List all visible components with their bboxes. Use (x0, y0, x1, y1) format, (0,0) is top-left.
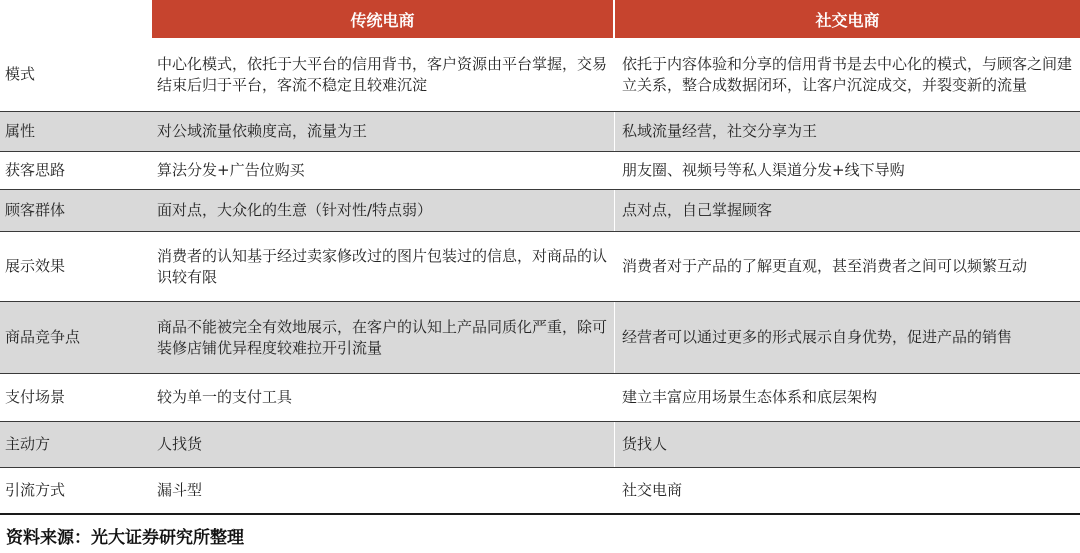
table-header (0, 0, 1080, 38)
traditional-cell: 商品不能被完全有效地展示，在客户的认知上产品同质化严重，除可装修店铺优异程度较难拉开引流量 (157, 317, 608, 357)
row-label: 商品竞争点 (5, 328, 81, 346)
table-row (0, 152, 1080, 190)
column-divider (614, 190, 615, 231)
row-label: 引流方式 (5, 481, 66, 499)
column-divider (614, 302, 615, 373)
row-label: 展示效果 (5, 257, 66, 275)
table-row (0, 190, 1080, 232)
source-note: 资料来源：光大证券研究所整理 (6, 528, 244, 548)
row-label: 顾客群体 (5, 201, 66, 219)
social-cell: 建立丰富应用场景生态体系和底层架构 (622, 388, 878, 406)
social-cell: 朋友圈、视频号等私人渠道分发+线下导购 (622, 161, 905, 179)
traditional-cell: 漏斗型 (157, 481, 203, 499)
column-divider (614, 112, 615, 151)
traditional-cell: 中心化模式，依托于大平台的信用背书，客户资源由平台掌握，交易结束后归于平台，客流不稳定且较难沉淀 (157, 54, 608, 94)
header-blank-cell (0, 0, 150, 38)
traditional-cell: 对公域流量依赖度高，流量为王 (157, 122, 368, 140)
traditional-cell: 消费者的认知基于经过卖家修改过的图片包装过的信息，对商品的认识较有限 (157, 246, 608, 286)
row-label: 主动方 (5, 435, 51, 453)
social-cell: 货找人 (622, 435, 668, 453)
table-row (0, 112, 1080, 152)
social-cell: 点对点，自己掌握顾客 (622, 201, 773, 219)
traditional-cell: 人找货 (157, 435, 203, 453)
table-row (0, 38, 1080, 112)
social-cell: 消费者对于产品的了解更直观，甚至消费者之间可以频繁互动 (622, 257, 1028, 275)
traditional-cell: 较为单一的支付工具 (157, 388, 293, 406)
social-cell: 依托于内容体验和分享的信用背书是去中心化的模式，与顾客之间建立关系，整合成数据闭环，让客户沉淀成交，并裂变新的流量 (622, 54, 1073, 94)
table-row (0, 422, 1080, 468)
social-cell: 私域流量经营，社交分享为王 (622, 122, 818, 140)
social-cell: 社交电商 (622, 481, 683, 499)
row-label: 支付场景 (5, 388, 66, 406)
table-row (0, 232, 1080, 302)
header-social-ecommerce: 社交电商 (615, 0, 1080, 38)
column-divider (614, 422, 615, 467)
traditional-cell: 面对点，大众化的生意（针对性/特点弱） (157, 201, 433, 219)
row-label: 属性 (5, 122, 36, 140)
row-label: 模式 (5, 65, 36, 83)
row-label: 获客思路 (5, 161, 66, 179)
header-traditional-ecommerce: 传统电商 (152, 0, 613, 38)
table-row (0, 374, 1080, 422)
table-row (0, 302, 1080, 374)
traditional-cell: 算法分发+广告位购买 (157, 161, 305, 179)
table-row (0, 468, 1080, 515)
social-cell: 经营者可以通过更多的形式展示自身优势，促进产品的销售 (622, 328, 1013, 346)
